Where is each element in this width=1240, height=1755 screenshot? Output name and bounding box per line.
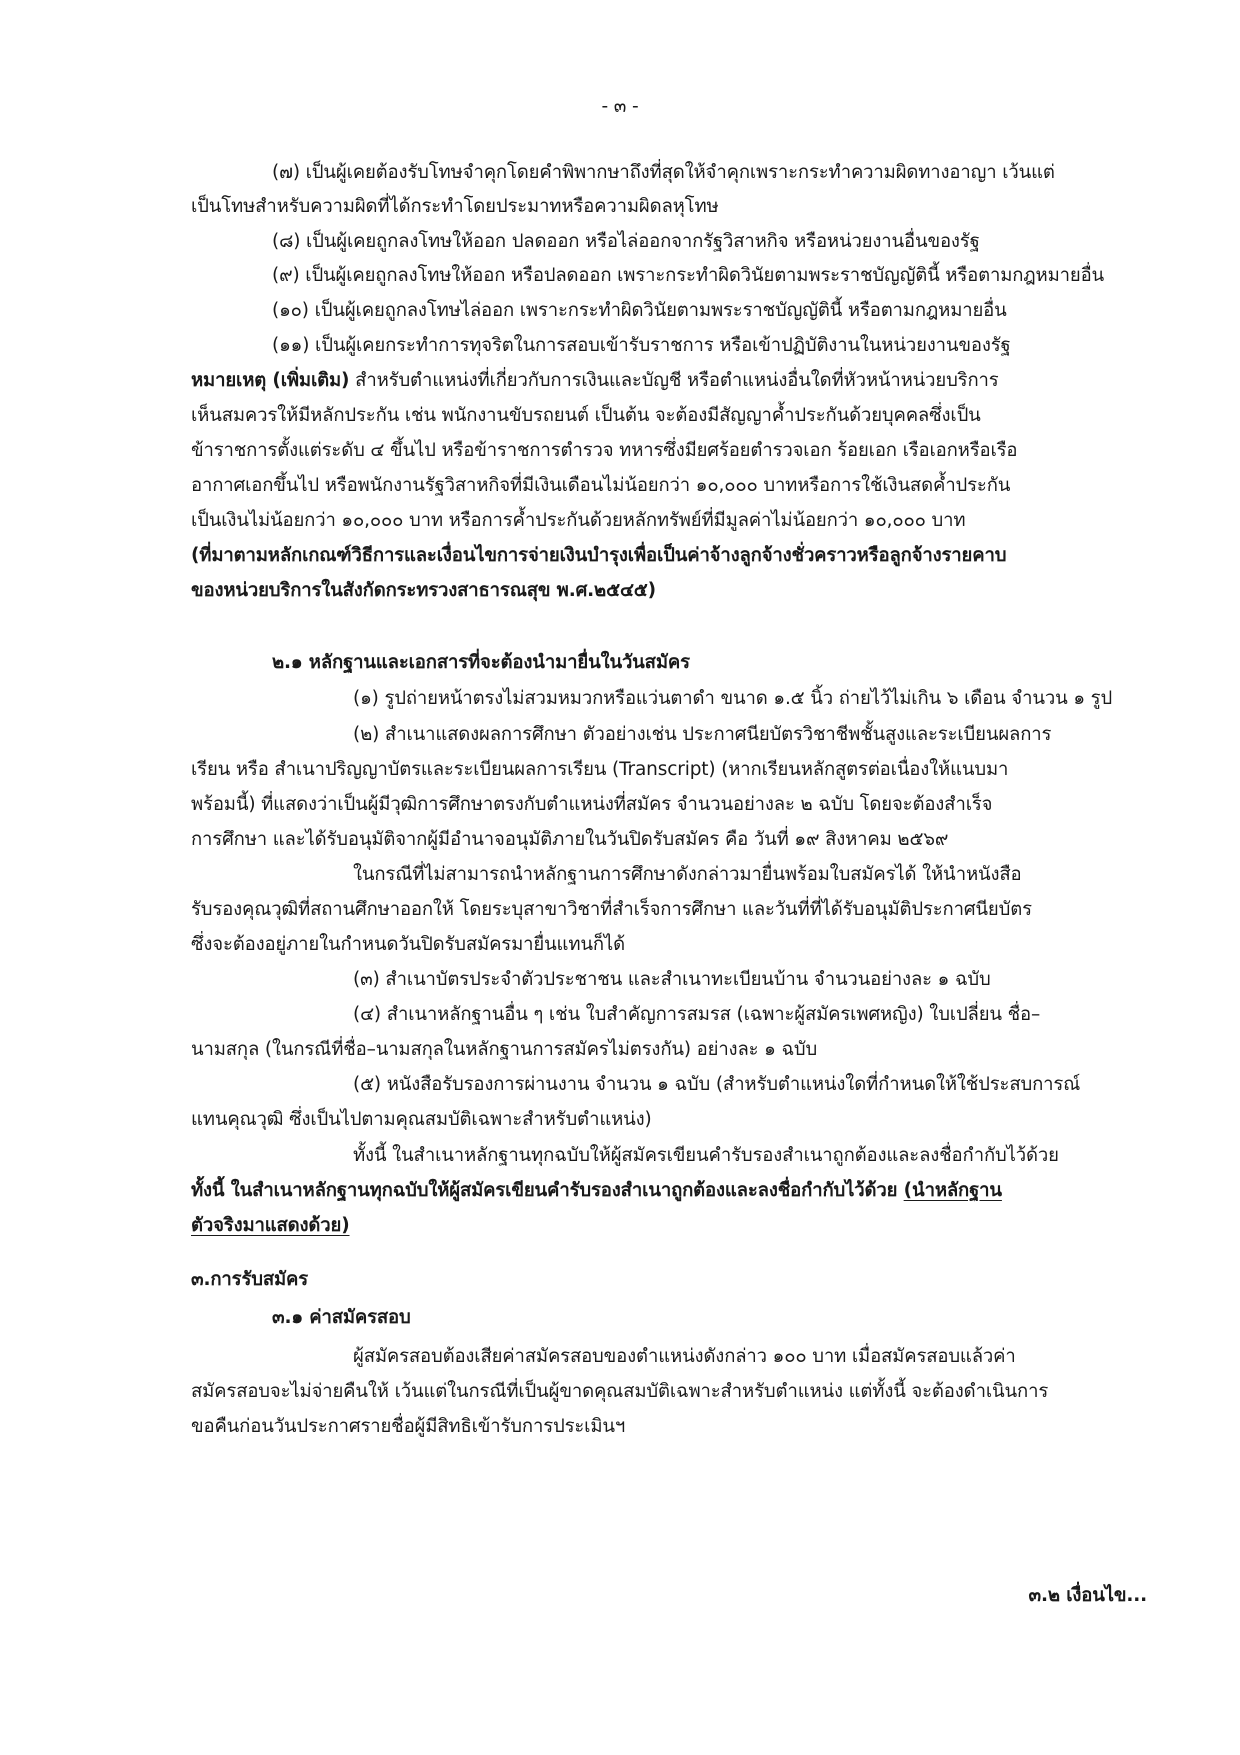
paragraph-line: เห็นสมควรให้มีหลักประกัน เช่น พนักงานขับรถยนต์ เป็นต้น จะต้องมีสัญญาค้ำประกันด้วยบุคคลซึ่งเป็น <box>191 405 981 426</box>
page-number: - ๓ - <box>601 96 639 117</box>
paragraph-line: สมัครสอบจะไม่จ่ายคืนให้ เว้นแต่ในกรณีที่เป็นผู้ขาดคุณสมบัติเฉพาะสำหรับตำแหน่ง แต่ทั้งนี้ จะต้องดำเนินการ <box>191 1381 1049 1402</box>
paragraph-line: (๗) เป็นผู้เคยต้องรับโทษจำคุกโดยคำพิพากษาถึงที่สุดให้จำคุกเพราะกระทำความผิดทางอาญา เว้นแต่ <box>272 162 1055 183</box>
paragraph-line: ในกรณีที่ไม่สามารถนำหลักฐานการศึกษาดังกล่าวมายื่นพร้อมใบสมัครได้ ให้นำหนังสือ <box>353 864 1022 885</box>
paragraph-line: (๙) เป็นผู้เคยถูกลงโทษให้ออก หรือปลดออก เพราะกระทำผิดวินัยตามพระราชบัญญัตินี้ หรือตามกฎหมายอื่น <box>272 265 1105 286</box>
paragraph-line: นามสกุล (ในกรณีที่ชื่อ–นามสกุลในหลักฐานการสมัครไม่ตรงกัน) อย่างละ ๑ ฉบับ <box>191 1039 818 1060</box>
paragraph-line: (๓) สำเนาบัตรประจำตัวประชาชน และสำเนาทะเบียนบ้าน จำนวนอย่างละ ๑ ฉบับ <box>353 969 991 990</box>
paragraph-line: พร้อมนี้) ที่แสดงว่าเป็นผู้มีวุฒิการศึกษาตรงกับตำแหน่งที่สมัคร จำนวนอย่างละ ๒ ฉบับ โดยจะต้องสำเร็จ <box>191 794 993 815</box>
source-reference-line: ของหน่วยบริการในสังกัดกระทรวงสาธารณสุข พ.ศ.๒๕๔๕) <box>191 580 656 601</box>
paragraph-line: (๔) สำเนาหลักฐานอื่น ๆ เช่น ใบสำคัญการสมรส (เฉพาะผู้สมัครเพศหญิง) ใบเปลี่ยน ชื่อ– <box>353 1004 1041 1025</box>
paragraph-line: (๕) หนังสือรับรองการผ่านงาน จำนวน ๑ ฉบับ (สำหรับตำแหน่งใดที่กำหนดให้ใช้ประสบการณ์ <box>353 1074 1081 1095</box>
emphasis-text: ทั้งนี้ ในสำเนาหลักฐานทุกฉบับให้ผู้สมัครเขียนคำรับรองสำเนาถูกต้องและลงชื่อกำกับไว้ด้วย <box>191 1180 904 1201</box>
paragraph-line: (๑๐) เป็นผู้เคยถูกลงโทษไล่ออก เพราะกระทำผิดวินัยตามพระราชบัญญัตินี้ หรือตามกฎหมายอื่น <box>272 300 1007 321</box>
section-heading-3-1: ๓.๑ ค่าสมัครสอบ <box>272 1307 411 1328</box>
continuation-marker: ๓.๒ เงื่อนไข... <box>1028 1585 1147 1606</box>
paragraph-line: ข้าราชการตั้งแต่ระดับ ๔ ขึ้นไป หรือข้าราชการตำรวจ ทหารซึ่งมียศร้อยตำรวจเอก ร้อยเอก เรือเอกหรือเรือ <box>191 440 1018 461</box>
paragraph-line: (๒) สำเนาแสดงผลการศึกษา ตัวอย่างเช่น ประกาศนียบัตรวิชาชีพชั้นสูงและระเบียนผลการ <box>353 724 1052 745</box>
paragraph-line: ซึ่งจะต้องอยู่ภายในกำหนดวันปิดรับสมัครมายื่นแทนก็ได้ <box>191 934 625 955</box>
paragraph-line: เป็นเงินไม่น้อยกว่า ๑๐,๐๐๐ บาท หรือการค้ำประกันด้วยหลักทรัพย์ที่มีมูลค่าไม่น้อยกว่า ๑๐,๐๐๐ บาท <box>191 510 966 531</box>
section-heading-2-1: ๒.๑ หลักฐานและเอกสารที่จะต้องนำมายื่นในวันสมัคร <box>272 652 690 673</box>
paragraph-line: เป็นโทษสำหรับความผิดที่ได้กระทำโดยประมาทหรือความผิดลหุโทษ <box>191 196 719 217</box>
paragraph-line: รับรองคุณวุฒิที่สถานศึกษาออกให้ โดยระบุสาขาวิชาที่สำเร็จการศึกษา และวันที่ที่ได้รับอนุมัติประกาศนียบัตร <box>191 899 1032 920</box>
note-line <box>191 366 999 396</box>
source-reference-line: (ที่มาตามหลักเกณฑ์วิธีการและเงื่อนไขการจ่ายเงินบำรุงเพื่อเป็นค่าจ้างลูกจ้างชั่วคราวหรือลูกจ้างรายคาบ <box>191 545 1007 566</box>
paragraph-line: การศึกษา และได้รับอนุมัติจากผู้มีอำนาจอนุมัติภายในวันปิดรับสมัคร คือ วันที่ ๑๙ สิงหาคม ๒๕๖๙ <box>191 829 949 850</box>
note-text: สำหรับตำแหน่งที่เกี่ยวกับการเงินและบัญชี หรือตำแหน่งอื่นใดที่หัวหน้าหน่วยบริการ <box>349 370 999 391</box>
paragraph-line: แทนคุณวุฒิ ซึ่งเป็นไปตามคุณสมบัติเฉพาะสำหรับตำแหน่ง) <box>191 1109 652 1130</box>
section-heading-3: ๓.การรับสมัคร <box>191 1269 309 1290</box>
note-label: หมายเหตุ (เพิ่มเติม) <box>191 370 350 391</box>
emphasis-line <box>191 1176 1002 1206</box>
underlined-text: ตัวจริงมาแสดงด้วย) <box>191 1215 350 1236</box>
paragraph-line: (๑) รูปถ่ายหน้าตรงไม่สวมหมวกหรือแว่นตาดำ ขนาด ๑.๕ นิ้ว ถ่ายไว้ไม่เกิน ๖ เดือน จำนวน ๑ รูป <box>353 688 1113 709</box>
paragraph-line: อากาศเอกขึ้นไป หรือพนักงานรัฐวิสาหกิจที่มีเงินเดือนไม่น้อยกว่า ๑๐,๐๐๐ บาทหรือการใช้เงินสดค้ำประกัน <box>191 475 1011 496</box>
paragraph-line: (๑๑) เป็นผู้เคยกระทำการทุจริตในการสอบเข้ารับราชการ หรือเข้าปฏิบัติงานในหน่วยงานของรัฐ <box>272 335 1011 356</box>
paragraph-line: ขอคืนก่อนวันประกาศรายชื่อผู้มีสิทธิเข้ารับการประเมินฯ <box>191 1416 626 1437</box>
paragraph-line: ผู้สมัครสอบต้องเสียค่าสมัครสอบของตำแหน่งดังกล่าว ๑๐๐ บาท เมื่อสมัครสอบแล้วค่า <box>353 1346 1016 1367</box>
paragraph-line: เรียน หรือ สำเนาปริญญาบัตรและระเบียนผลการเรียน (Transcript) (หากเรียนหลักสูตรต่อเนื่องให้แนบมา <box>191 759 1009 780</box>
paragraph-line: ทั้งนี้ ในสำเนาหลักฐานทุกฉบับให้ผู้สมัครเขียนคำรับรองสำเนาถูกต้องและลงชื่อกำกับไว้ด้วย <box>353 1145 1059 1166</box>
paragraph-line: (๘) เป็นผู้เคยถูกลงโทษให้ออก ปลดออก หรือไล่ออกจากรัฐวิสาหกิจ หรือหน่วยงานอื่นของรัฐ <box>272 231 980 252</box>
underlined-text: (นำหลักฐาน <box>903 1180 1002 1201</box>
